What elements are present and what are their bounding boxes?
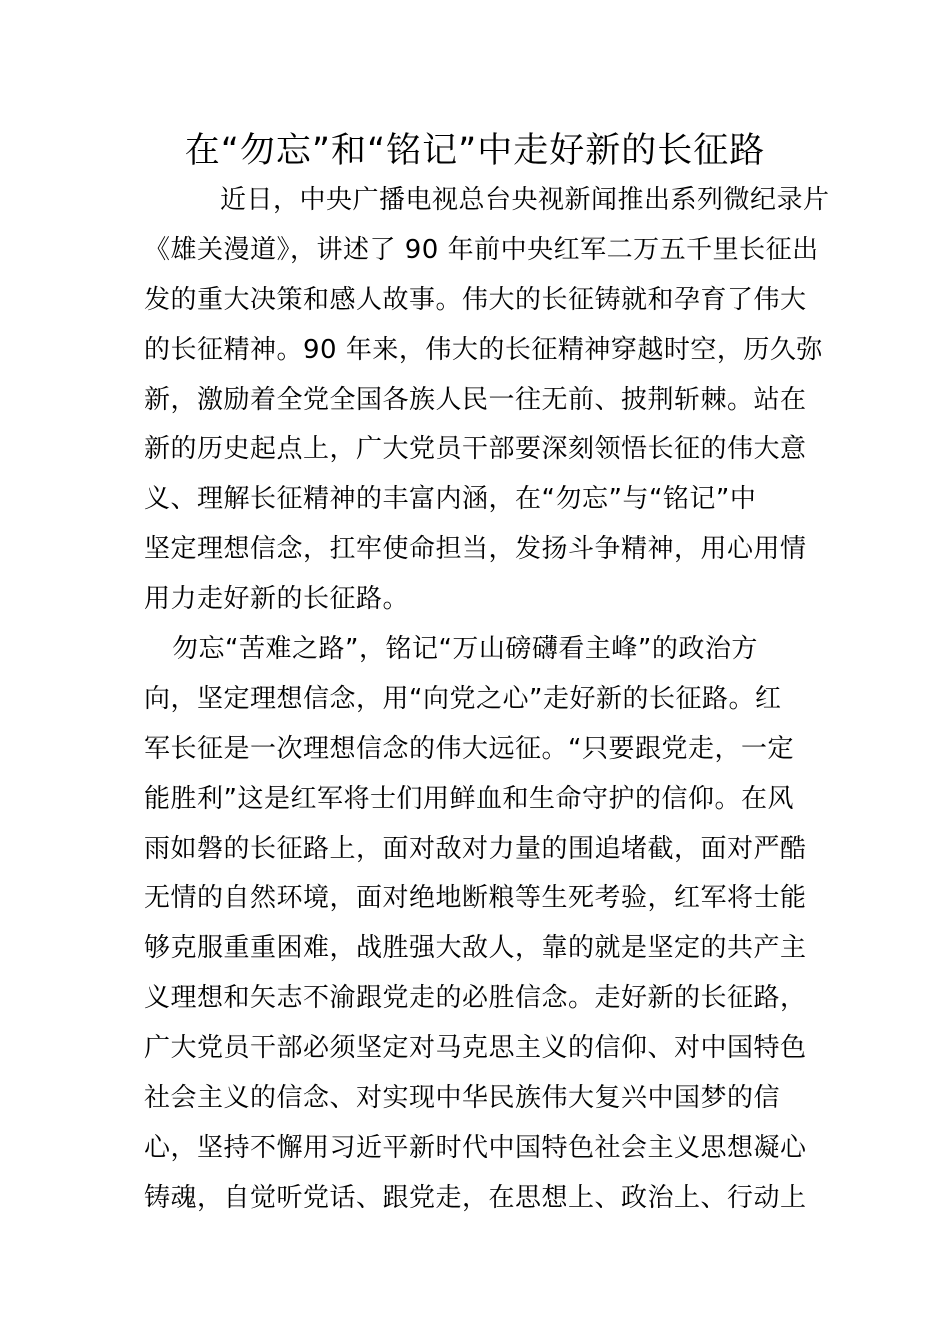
paragraph-line: 心，坚持不懈用习近平新时代中国特色社会主义思想凝心 [144,1132,807,1163]
paragraph-line: 新的历史起点上，广大党员干部要深刻领悟长征的伟大意 [144,434,807,465]
paragraph-line: 铸魂，自觉听党话、跟党走，在思想上、政治上、行动上 [144,1182,807,1213]
paragraph-line: 近日，中央广播电视总台央视新闻推出系列微纪录片 [220,185,830,215]
paragraph-line: 坚定理想信念，扛牢使命担当，发扬斗争精神，用心用情 [144,534,807,565]
document-body [144,176,830,1224]
paragraph-line: 无情的自然环境，面对绝地断粮等生死考验，红军将士能 [144,883,807,914]
paragraph-line: 用力走好新的长征路。 [144,584,410,615]
paragraph-line: 义、理解长征精神的丰富内涵，在“勿忘”与“铭记”中 [144,484,757,515]
paragraph-line: 军长征是一次理想信念的伟大远征。“只要跟党走，一定 [144,733,794,764]
paragraph-line: 向，坚定理想信念，用“向党之心”走好新的长征路。红 [144,683,782,714]
paragraph-line: 雨如磐的长征路上，面对敌对力量的围追堵截，面对严酷 [144,833,807,864]
paragraph-line: 发的重大决策和感人故事。伟大的长征铸就和孕育了伟大 [144,284,807,315]
paragraph-line: 《雄关漫道》，讲述了 90 年前中央红军二万五千里长征出 [144,234,819,265]
paragraph-line: 广大党员干部必须坚定对马克思主义的信仰、对中国特色 [144,1033,807,1064]
paragraph-line: 能胜利”这是红军将士们用鲜血和生命守护的信仰。在风 [144,783,794,814]
document-title: 在“勿忘”和“铭记”中走好新的长征路 [184,131,766,171]
paragraph-line: 勿忘“苦难之路”，铭记“万山磅礴看主峰”的政治方 [172,634,758,665]
paragraph-line: 义理想和矢志不渝跟党走的必胜信念。走好新的长征路， [144,983,807,1014]
paragraph-line: 够克服重重困难，战胜强大敌人，靠的就是坚定的共产主 [144,933,807,964]
paragraph-line: 新，激励着全党全国各族人民一往无前、披荆斩棘。站在 [144,384,807,415]
paragraph-line: 的长征精神。90 年来，伟大的长征精神穿越时空，历久弥 [144,334,823,365]
paragraph-line: 社会主义的信念、对实现中华民族伟大复兴中国梦的信 [144,1083,781,1114]
